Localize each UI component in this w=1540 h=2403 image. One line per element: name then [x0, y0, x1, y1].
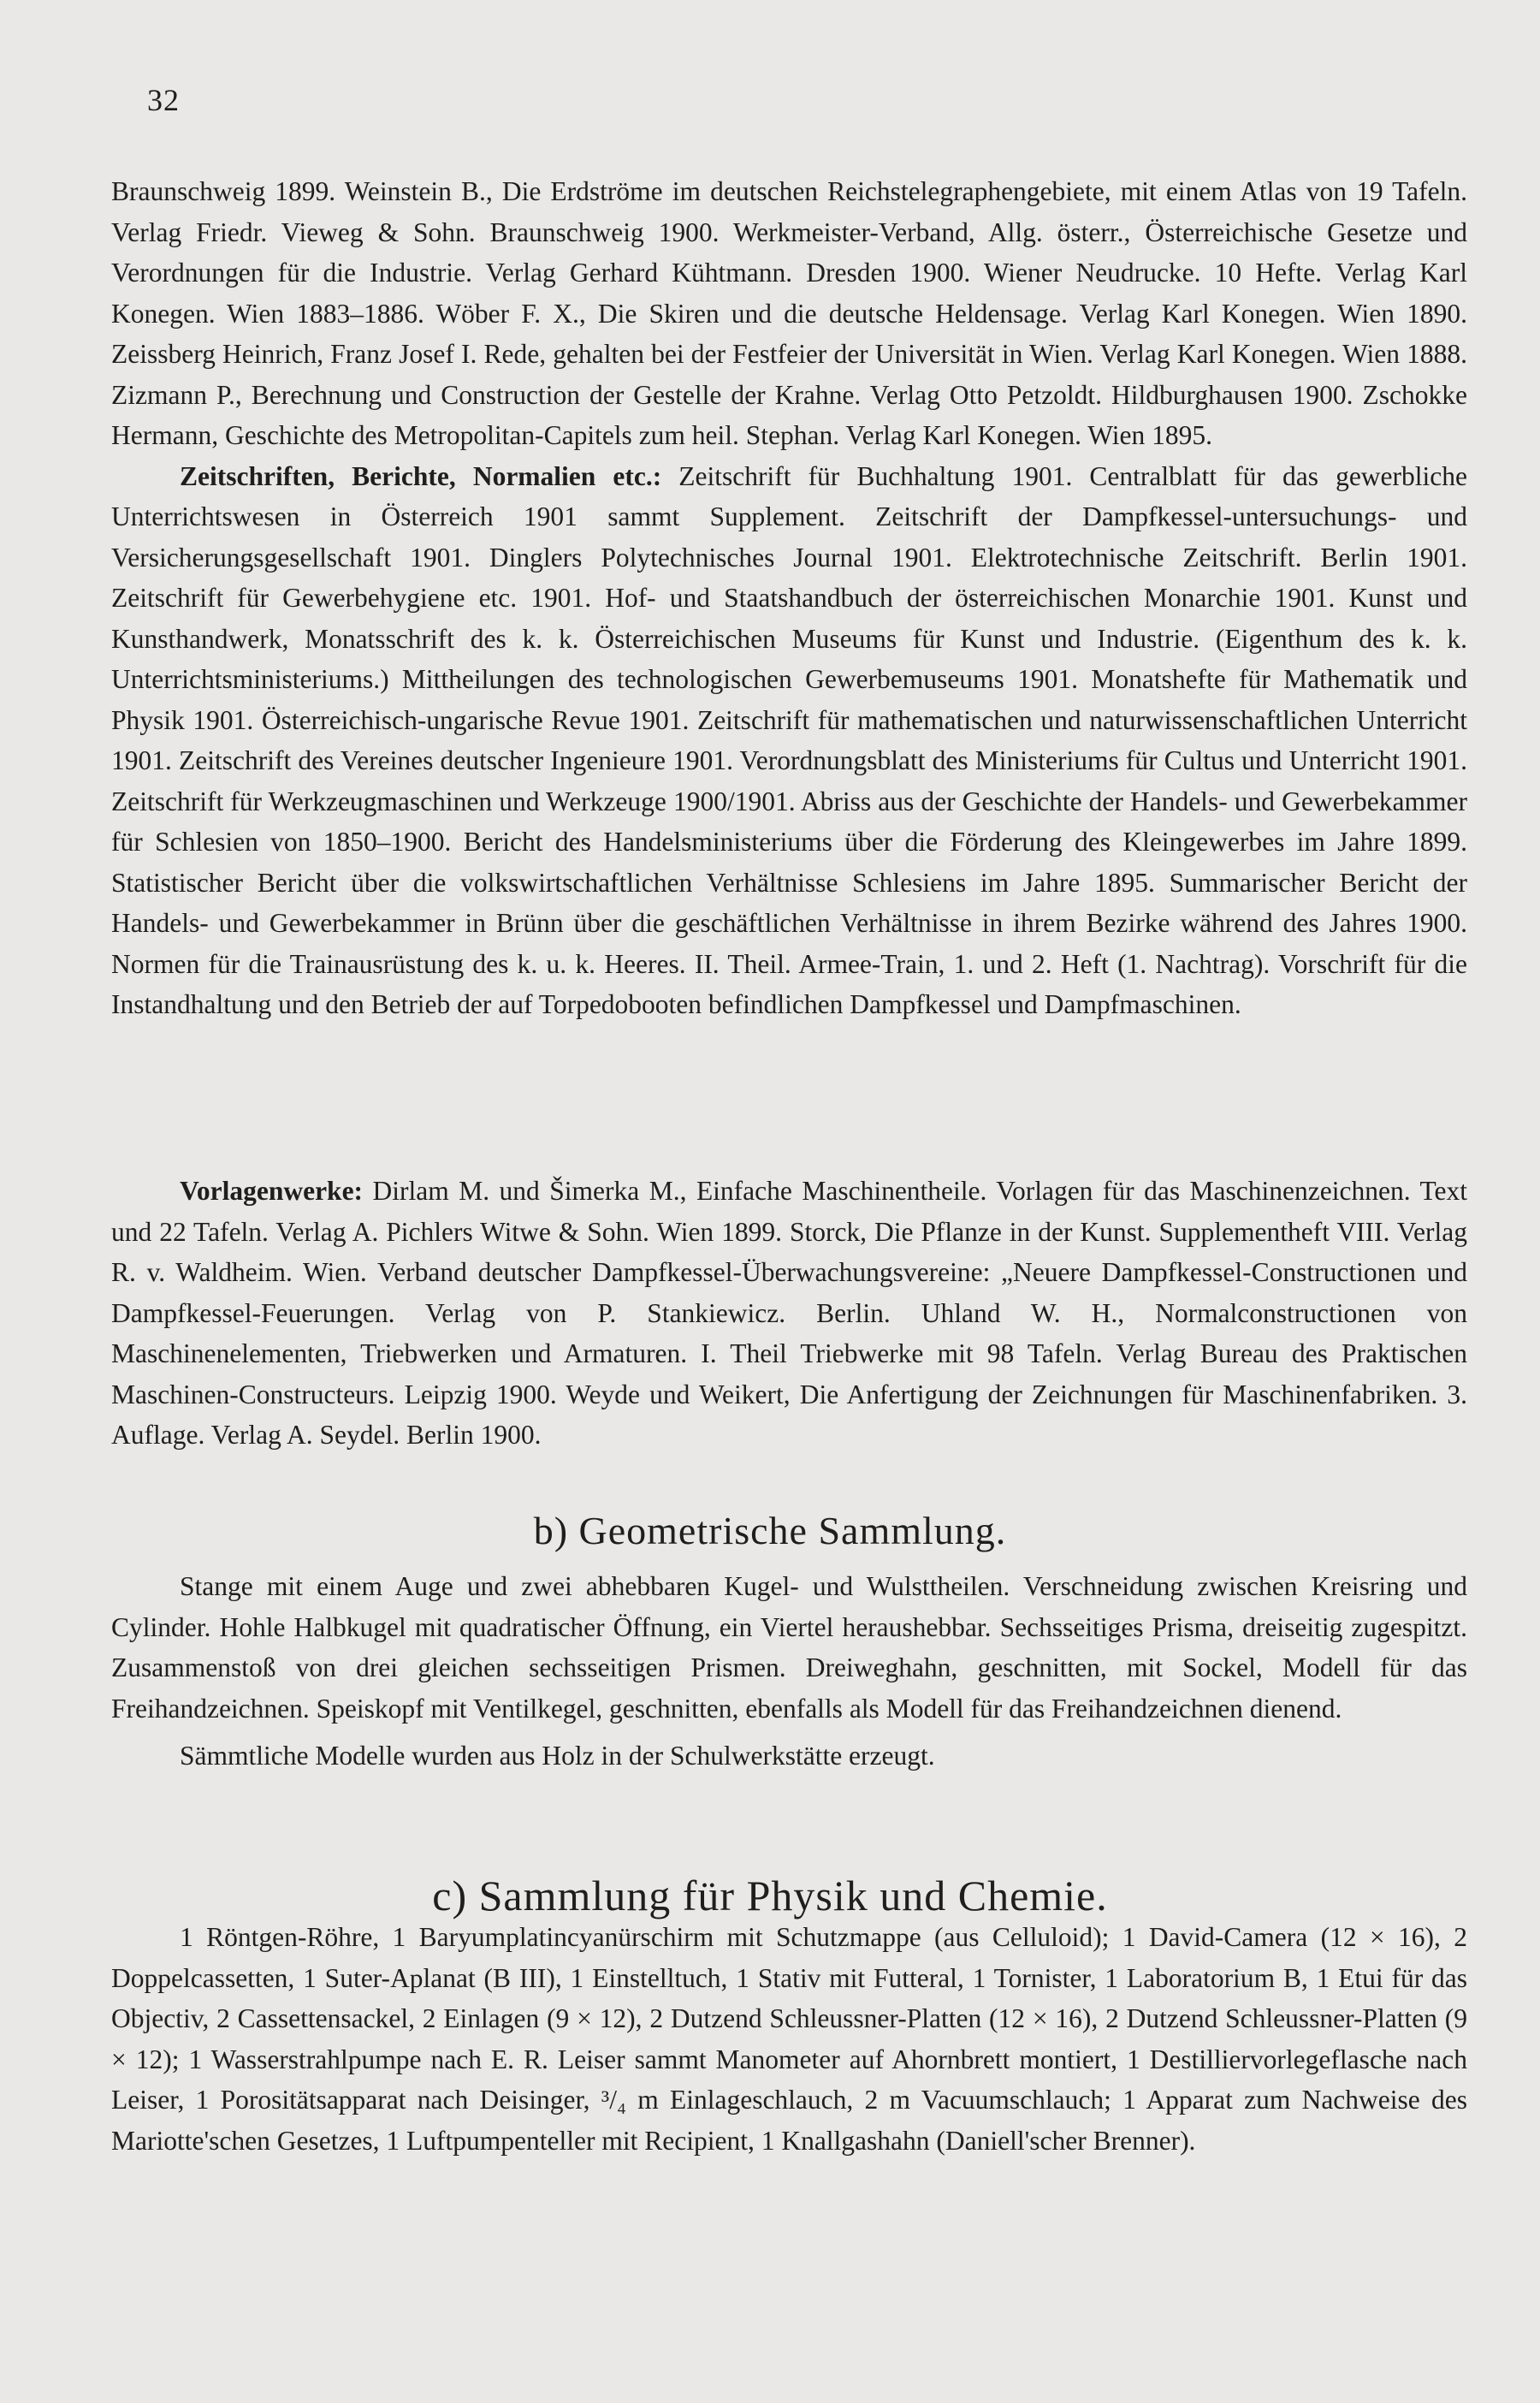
vorlagenwerke-paragraph	[111, 1171, 1467, 1456]
vorlagenwerke-text: Dirlam M. und Šimerka M., Einfache Maschinentheile. Vorlagen für das Maschinenzeichnen. Text und 22 Tafeln. Verlag A. Pichlers Witwe & Sohn. Wien 1899. Storck, Die Pflanze in der Kunst. Supplementheft VIII. Verlag R. v. Waldheim. Wien. Verband deutscher Dampfkessel-Überwachungsvereine: „Neuere Dampfkessel-Constructionen und Dampfkessel-Feuerungen. Verlag von P. Stankiewicz. Berlin. Uhland W. H., Normalconstructionen von Maschinenelementen, Triebwerken und Armaturen. I. Theil Triebwerke mit 98 Tafeln. Verlag Bureau des Praktischen Maschinen-Constructeurs. Leipzig 1900. Weyde und Weikert, Die Anfertigung der Zeichnungen für Maschinenfabriken. 3. Auflage. Verlag A. Seydel. Berlin 1900.	[111, 1176, 1467, 1450]
page-number: 32	[147, 83, 180, 117]
section-c-heading: c) Sammlung für Physik und Chemie.	[432, 1872, 1108, 1919]
section-b-note: Sämmtliche Modelle wurden aus Holz in der Schulwerkstätte erzeugt.	[180, 1741, 935, 1771]
zeitschriften-text: Zeitschrift für Buchhaltung 1901. Centralblatt für das gewerbliche Unterrichtswesen in Österreich 1901 sammt Supplement. Zeitschrift der Dampfkessel-untersuchungs- und Versicherungsgesellschaft 1901. Dinglers Polytechnisches Journal 1901. Elektrotechnische Zeitschrift. Berlin 1901. Zeitschrift für Gewerbehygiene etc. 1901. Hof- und Staatshandbuch der österreichischen Monarchie 1901. Kunst und Kunsthandwerk, Monatsschrift des k. k. Österreichischen Museums für Kunst und Industrie. (Eigenthum des k. k. Unterrichtsministeriums.) Mittheilungen des technologischen Gewerbemuseums 1901. Monatshefte für Mathematik und Physik 1901. Österreichisch-ungarische Revue 1901. Zeitschrift für mathematischen und naturwissenschaftlichen Unterricht 1901. Zeitschrift des Vereines deutscher Ingenieure 1901. Verordnungsblatt des Ministeriums für Cultus und Unterricht 1901. Zeitschrift für Werkzeugmaschinen und Werkzeuge 1900/1901. Abriss aus der Geschichte der Handels- und Gewerbekammer für Schlesien von 1850–1900. Bericht des Handelsministeriums über die Förderung des Kleingewerbes im Jahre 1899. Statistischer Bericht über die volkswirtschaftlichen Verhältnisse Schlesiens im Jahre 1895. Summarischer Bericht der Handels- und Gewerbekammer in Brünn über die geschäftlichen Verhältnisse in ihrem Bezirke während des Jahres 1900. Normen für die Trainausrüstung des k. u. k. Heeres. II. Theil. Armee-Train, 1. und 2. Heft (1. Nachtrag). Vorschrift für die Instandhaltung und den Betrieb der auf Torpedobooten befindlichen Dampfkessel und Dampfmaschinen.	[111, 460, 1467, 1019]
section-b-heading: b) Geometrische Sammlung.	[533, 1509, 1007, 1552]
section-a-continuation	[111, 171, 1467, 1025]
vorlagenwerke-label: Vorlagenwerke:	[180, 1176, 364, 1206]
section-b-body	[111, 1566, 1467, 1777]
section-b-paragraph: Stange mit einem Auge und zwei abhebbaren Kugel- und Wulsttheilen. Verschneidung zwischen Kreisring und Cylinder. Hohle Halbkugel mit quadratischer Öffnung, ein Viertel heraushebbar. Sechsseitiges Prisma, dreiseitig zugespitzt. Zusammenstoß von drei gleichen sechsseitigen Prismen. Dreiweghahn, geschnitten, mit Sockel, Modell für das Freihandzeichnen. Speiskopf mit Ventilkegel, geschnitten, ebenfalls als Modell für das Freihandzeichnen dienend.	[111, 1571, 1467, 1724]
zeitschriften-paragraph	[111, 456, 1467, 1025]
zeitschriften-label: Zeitschriften, Berichte, Normalien etc.:	[180, 460, 662, 491]
section-c-body	[111, 1917, 1467, 2161]
section-c-paragraph: 1 Röntgen-Röhre, 1 Baryumplatincyanürschirm mit Schutzmappe (aus Celluloid); 1 David-Camera (12 × 16), 2 Doppelcassetten, 1 Suter-Aplanat (B III), 1 Einstelltuch, 1 Stativ mit Futteral, 1 Tornister, 1 Laboratorium B, 1 Etui für das Objectiv, 2 Cassettensackel, 2 Einlagen (9 × 12), 2 Dutzend Schleussner-Platten (12 × 16), 2 Dutzend Schleussner-Platten (9 × 12); 1 Wasserstrahlpumpe nach E. R. Leiser sammt Manometer auf Ahornbrett montiert, 1 Destilliervorlegeflasche nach Leiser, 1 Porositätsapparat nach Deisinger, ³/₄ m Einlageschlauch, 2 m Vacuumschlauch; 1 Apparat zum Nachweise des Mariotte'schen Gesetzes, 1 Luftpumpenteller mit Recipient, 1 Knallgashahn (Daniell'scher Brenner).	[111, 1922, 1467, 2156]
bibliography-paragraph: Braunschweig 1899. Weinstein B., Die Erdströme im deutschen Reichstelegraphengebiete, mit einem Atlas von 19 Tafeln. Verlag Friedr. Vieweg & Sohn. Braunschweig 1900. Werkmeister-Verband, Allg. österr., Österreichische Gesetze und Verordnungen für die Industrie. Verlag Gerhard Kühtmann. Dresden 1900. Wiener Neudrucke. 10 Hefte. Verlag Karl Konegen. Wien 1883–1886. Wöber F. X., Die Skiren und die deutsche Heldensage. Verlag Karl Konegen. Wien 1890. Zeissberg Heinrich, Franz Josef I. Rede, gehalten bei der Festfeier der Universität in Wien. Verlag Karl Konegen. Wien 1888. Zizmann P., Berechnung und Construction der Gestelle der Krahne. Verlag Otto Petzoldt. Hildburghausen 1900. Zschokke Hermann, Geschichte des Metropolitan-Capitels zum heil. Stephan. Verlag Karl Konegen. Wien 1895.	[111, 176, 1467, 450]
vorlagenwerke-block	[111, 1171, 1467, 1456]
